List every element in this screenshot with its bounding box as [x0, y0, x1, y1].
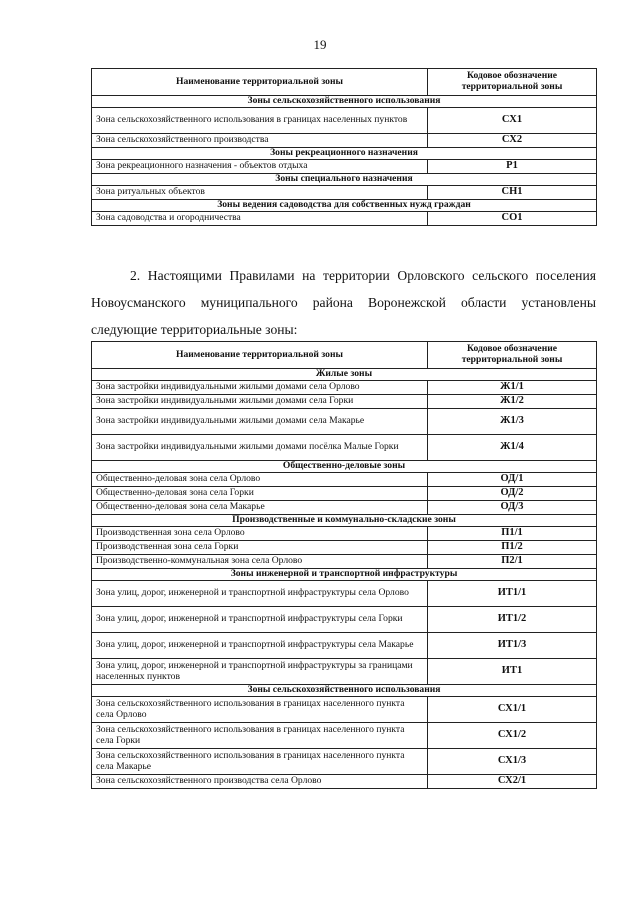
section-row: Зоны инженерной и транспортной инфраструктуры [92, 569, 597, 581]
section-row: Зоны рекреационного назначения [92, 148, 597, 160]
table-row: Зона улиц, дорог, инженерной и транспортной инфраструктуры за границами населенных пунктов ИТ1 [92, 659, 597, 685]
table-row: Зона застройки индивидуальными жилыми домами села Орлово Ж1/1 [92, 381, 597, 395]
table-row: Общественно-деловая зона села Макарье ОД/3 [92, 501, 597, 515]
body-paragraph: 2. Настоящими Правилами на территории Орловского сельского поселения Новоусманского муниципального района Воронежской области установлены следующие территориальные зоны: [91, 268, 596, 337]
section-row: Общественно-деловые зоны [92, 461, 597, 473]
column-header-name: Наименование территориальной зоны [92, 342, 428, 369]
table-row: Производственно-коммунальная зона села Орлово П2/1 [92, 555, 597, 569]
table-row: Зона улиц, дорог, инженерной и транспортной инфраструктуры села Горки ИТ1/2 [92, 607, 597, 633]
table-row: Зона сельскохозяйственного использования в границах населенного пункта села Орлово СХ1/1 [92, 697, 597, 723]
table-header-row [92, 342, 597, 369]
table-row: Производственная зона села Орлово П1/1 [92, 527, 597, 541]
table-row: Зона сельскохозяйственного производства села Орлово СХ2/1 [92, 775, 597, 789]
table-row: Зона сельскохозяйственного использования в границах населенного пункта села Макарье СХ1/3 [92, 749, 597, 775]
zones-table-2 [91, 341, 597, 789]
section-row: Зоны специального назначения [92, 174, 597, 186]
table-row: Зона садоводства и огородничества СО1 [92, 212, 597, 226]
table-row: Зона сельскохозяйственного использования в границах населенного пункта села Горки СХ1/2 [92, 723, 597, 749]
table-row: Общественно-деловая зона села Горки ОД/2 [92, 487, 597, 501]
table-row: Общественно-деловая зона села Орлово ОД/1 [92, 473, 597, 487]
column-header-code: Кодовое обозначение территориальной зоны [428, 342, 597, 369]
table-row: Зона ритуальных объектов СН1 [92, 186, 597, 200]
page-number: 19 [313, 37, 327, 52]
section-row: Зоны сельскохозяйственного использования [92, 96, 597, 108]
column-header-code: Кодовое обозначение территориальной зоны [428, 69, 597, 96]
zones-table-1 [91, 68, 597, 226]
table-row: Производственная зона села Горки П1/2 [92, 541, 597, 555]
table-row: Зона улиц, дорог, инженерной и транспортной инфраструктуры села Макарье ИТ1/3 [92, 633, 597, 659]
section-row: Жилые зоны [92, 369, 597, 381]
table-row: Зона улиц, дорог, инженерной и транспортной инфраструктуры села Орлово ИТ1/1 [92, 581, 597, 607]
section-row: Производственные и коммунально-складские зоны [92, 515, 597, 527]
table-row: Зона застройки индивидуальными жилыми домами села Макарье Ж1/3 [92, 409, 597, 435]
table-row: Зона застройки индивидуальными жилыми домами села Горки Ж1/2 [92, 395, 597, 409]
section-row: Зоны ведения садоводства для собственных нужд граждан [92, 200, 597, 212]
table-header-row [92, 69, 597, 96]
table-row: Зона рекреационного назначения - объектов отдыха Р1 [92, 160, 597, 174]
section-row: Зоны сельскохозяйственного использования [92, 685, 597, 697]
table-row: Зона сельскохозяйственного использования в границах населенных пунктов СХ1 [92, 108, 597, 134]
table-row: Зона застройки индивидуальными жилыми домами посёлка Малые Горки Ж1/4 [92, 435, 597, 461]
table-row: Зона сельскохозяйственного производства СХ2 [92, 134, 597, 148]
column-header-name: Наименование территориальной зоны [92, 69, 428, 96]
